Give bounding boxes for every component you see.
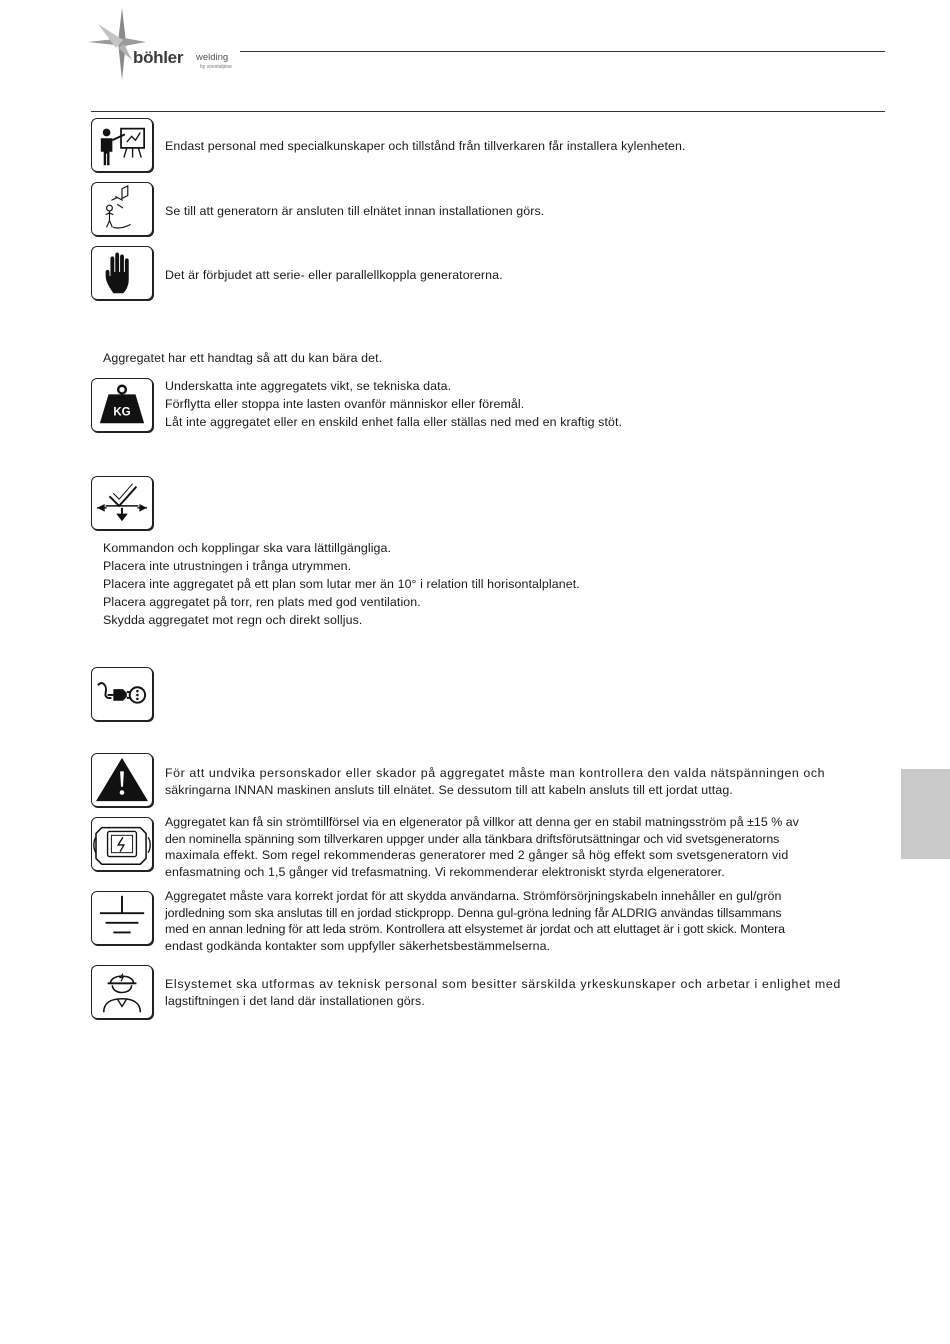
placement-text (103, 539, 580, 629)
logo-tagline: by voestalpine (200, 64, 232, 70)
generator-plug-icon (91, 182, 153, 236)
connection-note-2-line-2: den nominella spänning som tillverkaren uppger under alla tänkbara driftsförutsättningar och vid svetsgeneratorns (165, 831, 780, 846)
connection-note-4 (165, 976, 885, 1009)
connection-note-3-line-3: med en annan ledning för att leda ström. Kontrollera att elsystemet är jordat och att eluttaget är i gott skick. Montera (165, 922, 785, 937)
connection-note-4-line-2: lagstiftningen i det land där installationen görs. (165, 993, 425, 1008)
placement-line-5: Skydda aggregatet mot regn och direkt solljus. (103, 613, 363, 627)
install-note-1: Endast personal med specialkunskaper och tillstånd från tillverkaren får installera kylenheten. (165, 139, 686, 153)
lifting-text (165, 378, 622, 431)
logo-brand-suffix: welding (196, 52, 229, 63)
logo-star-icon (88, 8, 148, 80)
placement-line-2: Placera inte utrustningen i trånga utrymmen. (103, 559, 352, 573)
logo-brand: böhler (133, 48, 184, 67)
ground-earth-icon (91, 891, 153, 945)
plug-socket-icon (91, 667, 153, 721)
kg-label: KG (113, 406, 131, 419)
connection-note-2-line-4: enfasmatning och 1,5 gånger vid trefasmatning. Vi rekommenderar elektroniskt styrda elgeneratorer. (165, 864, 725, 879)
connection-note-3-line-1: Aggregatet måste vara korrekt jordat för att skydda användarna. Strömförsörjningskabeln innehåller en gul/grön (165, 889, 782, 903)
connection-note-1 (165, 765, 885, 798)
electrician-icon (91, 965, 153, 1019)
connection-note-2 (165, 814, 885, 880)
stop-hand-icon (91, 246, 153, 300)
placement-line-4: Placera aggregatet på torr, ren plats med god ventilation. (103, 595, 421, 609)
section-rule (91, 111, 885, 112)
trainer-presentation-icon (91, 118, 153, 172)
logo (88, 8, 248, 80)
connection-note-4-line-1: Elsystemet ska utformas av teknisk personal som besitter särskilda yrkeskunskaper och arbetar i enlighet med (165, 977, 841, 991)
placement-check-icon (91, 476, 153, 530)
lifting-line-1: Underskatta inte aggregatets vikt, se tekniska data. (165, 379, 452, 393)
connection-note-3 (165, 888, 885, 954)
section-tab (901, 769, 950, 859)
lifting-intro: Aggregatet har ett handtag så att du kan bära det. (103, 351, 383, 365)
header-rule (240, 51, 885, 52)
connection-note-2-line-1: Aggregatet kan få sin strömtillförsel via en elgenerator på villkor att denna ger en stabil matningsström på ±15 % av (165, 815, 799, 829)
connection-note-3-line-4: endast godkända kontakter som uppfyller säkerhetsbestämmelserna. (165, 938, 551, 953)
connection-note-2-line-3: maximala effekt. Som regel rekommenderas generatorer med 2 gånger så hög effekt som svetsgeneratorn vid (165, 848, 789, 863)
lifting-line-2: Förflytta eller stoppa inte lasten ovanför människor eller föremål. (165, 397, 525, 411)
install-note-3: Det är förbjudet att serie- eller parallellkoppla generatorerna. (165, 268, 503, 282)
kg-weight-icon (91, 378, 153, 432)
generator-icon (91, 817, 153, 871)
connection-note-3-line-2: jordledning som ska anslutas till en jordad stickpropp. Denna gul-gröna ledning får ALDRIG användas tillsammans (165, 905, 782, 920)
warning-triangle-icon (91, 753, 153, 807)
placement-line-1: Kommandon och kopplingar ska vara lättillgängliga. (103, 541, 392, 555)
placement-line-3: Placera inte aggregatet på ett plan som lutar mer än 10° i relation till horisontalplanet. (103, 577, 580, 591)
connection-note-1-line-2: säkringarna INNAN maskinen ansluts till elnätet. Se dessutom till att kabeln ansluts till ett jordat uttag. (165, 782, 733, 797)
install-note-2: Se till att generatorn är ansluten till elnätet innan installationen görs. (165, 204, 545, 218)
lifting-line-3: Låt inte aggregatet eller en enskild enhet falla eller ställas ned med en kraftig stöt. (165, 414, 623, 429)
connection-note-1-line-1: För att undvika personskador eller skador på aggregatet måste man kontrollera den valda nätspänningen och (165, 766, 826, 780)
